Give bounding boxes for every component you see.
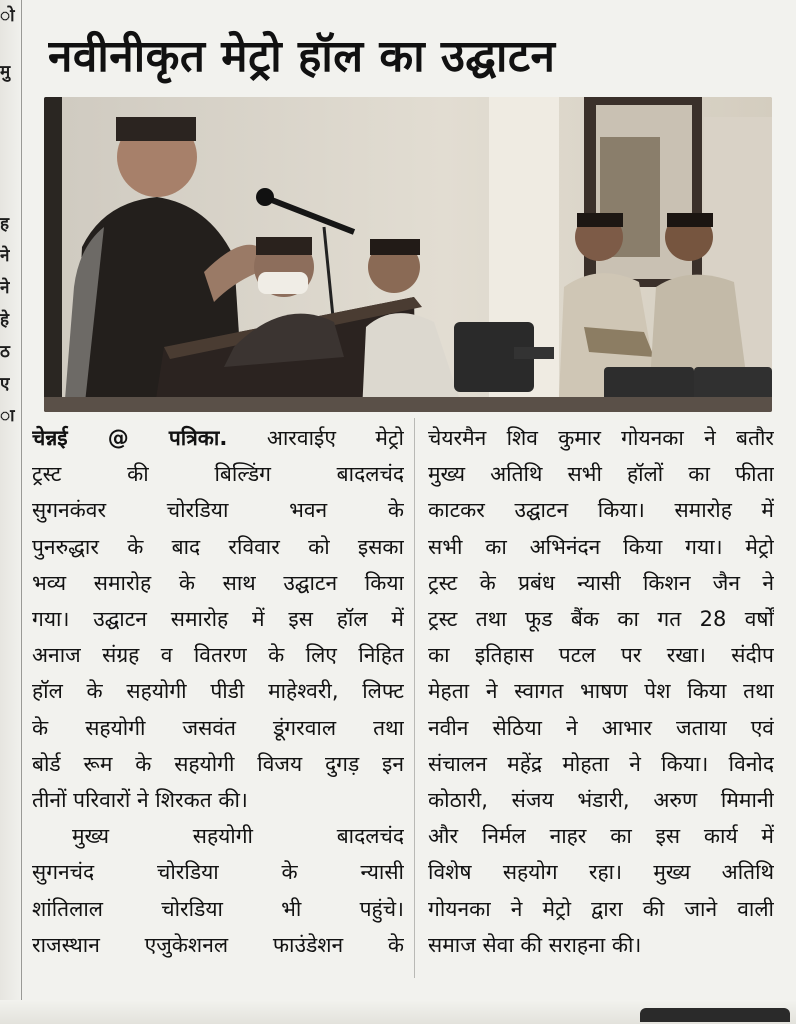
text-line: ट्रस्ट की बिल्डिंग बादलचंद [32,462,404,487]
text-line: मुख्य अतिथि सभी हॉलों का फीता [428,462,774,487]
text-line: और निर्मल नाहर का इस कार्य में [428,824,774,849]
text-line: मुख्य सहयोगी बादलचंद [72,824,404,849]
article-headline: नवीनीकृत मेट्रो हॉल का उद्घाटन [48,31,556,82]
text-line: गोयनका ने मेट्रो द्वारा की जाने वाली [428,896,774,921]
text-line: गया। उद्घाटन समारोह में इस हॉल में [32,607,404,632]
text-line: मेहता ने स्वागत भाषण पेश किया तथा [428,679,774,704]
article-column-right [428,420,774,995]
text-line: अनाज संग्रह व वितरण के लिए निहित [32,643,404,668]
text-line: नवीन सेठिया ने आभार जताया एवं [428,715,774,740]
page-edge-mark [640,1008,790,1022]
text-line: समाज सेवा की सराहना की। [428,932,642,957]
text-line [32,420,404,456]
text-line: चेयरमैन शिव कुमार गोयनका ने बतौर [428,426,774,450]
adjacent-column-fragment [0,0,20,1024]
edge-fragment: ठ [0,342,10,362]
text-line: भव्य समारोह के साथ उद्घाटन किया [32,570,404,595]
edge-fragment: ा [0,406,15,426]
text-line: का इतिहास पटल पर रखा। संदीप [428,643,774,668]
article-column-left [32,420,404,995]
text-line: ट्रस्ट के प्रबंध न्यासी किशन जैन ने [428,570,774,595]
edge-fragment: ए [0,374,10,394]
text-line: बोर्ड रूम के सहयोगी विजय दुगड़ इन [32,751,404,776]
text-line: राजस्थान एजुकेशनल फाउंडेशन के [32,932,404,957]
text-line: सुगनचंद चोरडिया के न्यासी [32,860,404,885]
text-line: पुनरुद्धार के बाद रविवार को इसका [32,534,404,559]
text-segment: आरवाईए मेट्रो [227,426,404,450]
dateline: चेन्नई @ पत्रिका. [32,426,228,450]
edge-fragment: ह [0,214,10,234]
text-line: हॉल के सहयोगी पीडी माहेश्वरी, लिफ्ट [32,679,404,704]
column-rule [21,0,22,1024]
photo-icon [44,97,772,412]
text-line: संचालन महेंद्र मोहता ने किया। विनोद [428,751,774,776]
page-bottom-edge [0,1000,796,1024]
text-line: कोठारी, संजय भंडारी, अरुण मिमानी [428,788,774,813]
text-line: सुगनकंवर चोरडिया भवन के [32,498,404,523]
edge-fragment: हे [0,310,10,330]
edge-fragment: ने [0,278,10,298]
text-line: शांतिलाल चोरडिया भी पहुंचे। [32,896,404,921]
column-divider [414,418,415,978]
event-photo [44,97,772,412]
edge-fragment: ने [0,246,10,266]
text-line: काटकर उद्घाटन किया। समारोह में [428,498,774,523]
text-line: सभी का अभिनंदन किया गया। मेट्रो [428,534,774,559]
text-line: तीनों परिवारों ने शिरकत की। [32,788,248,813]
text-line: विशेष सहयोग रहा। मुख्य अतिथि [428,860,774,885]
text-line: ट्रस्ट तथा फूड बैंक का गत 28 वर्षों [428,607,774,632]
text-line: के सहयोगी जसवंत डूंगरवाल तथा [32,715,404,740]
edge-fragment: ो [0,6,15,26]
edge-fragment: मु [0,62,11,82]
